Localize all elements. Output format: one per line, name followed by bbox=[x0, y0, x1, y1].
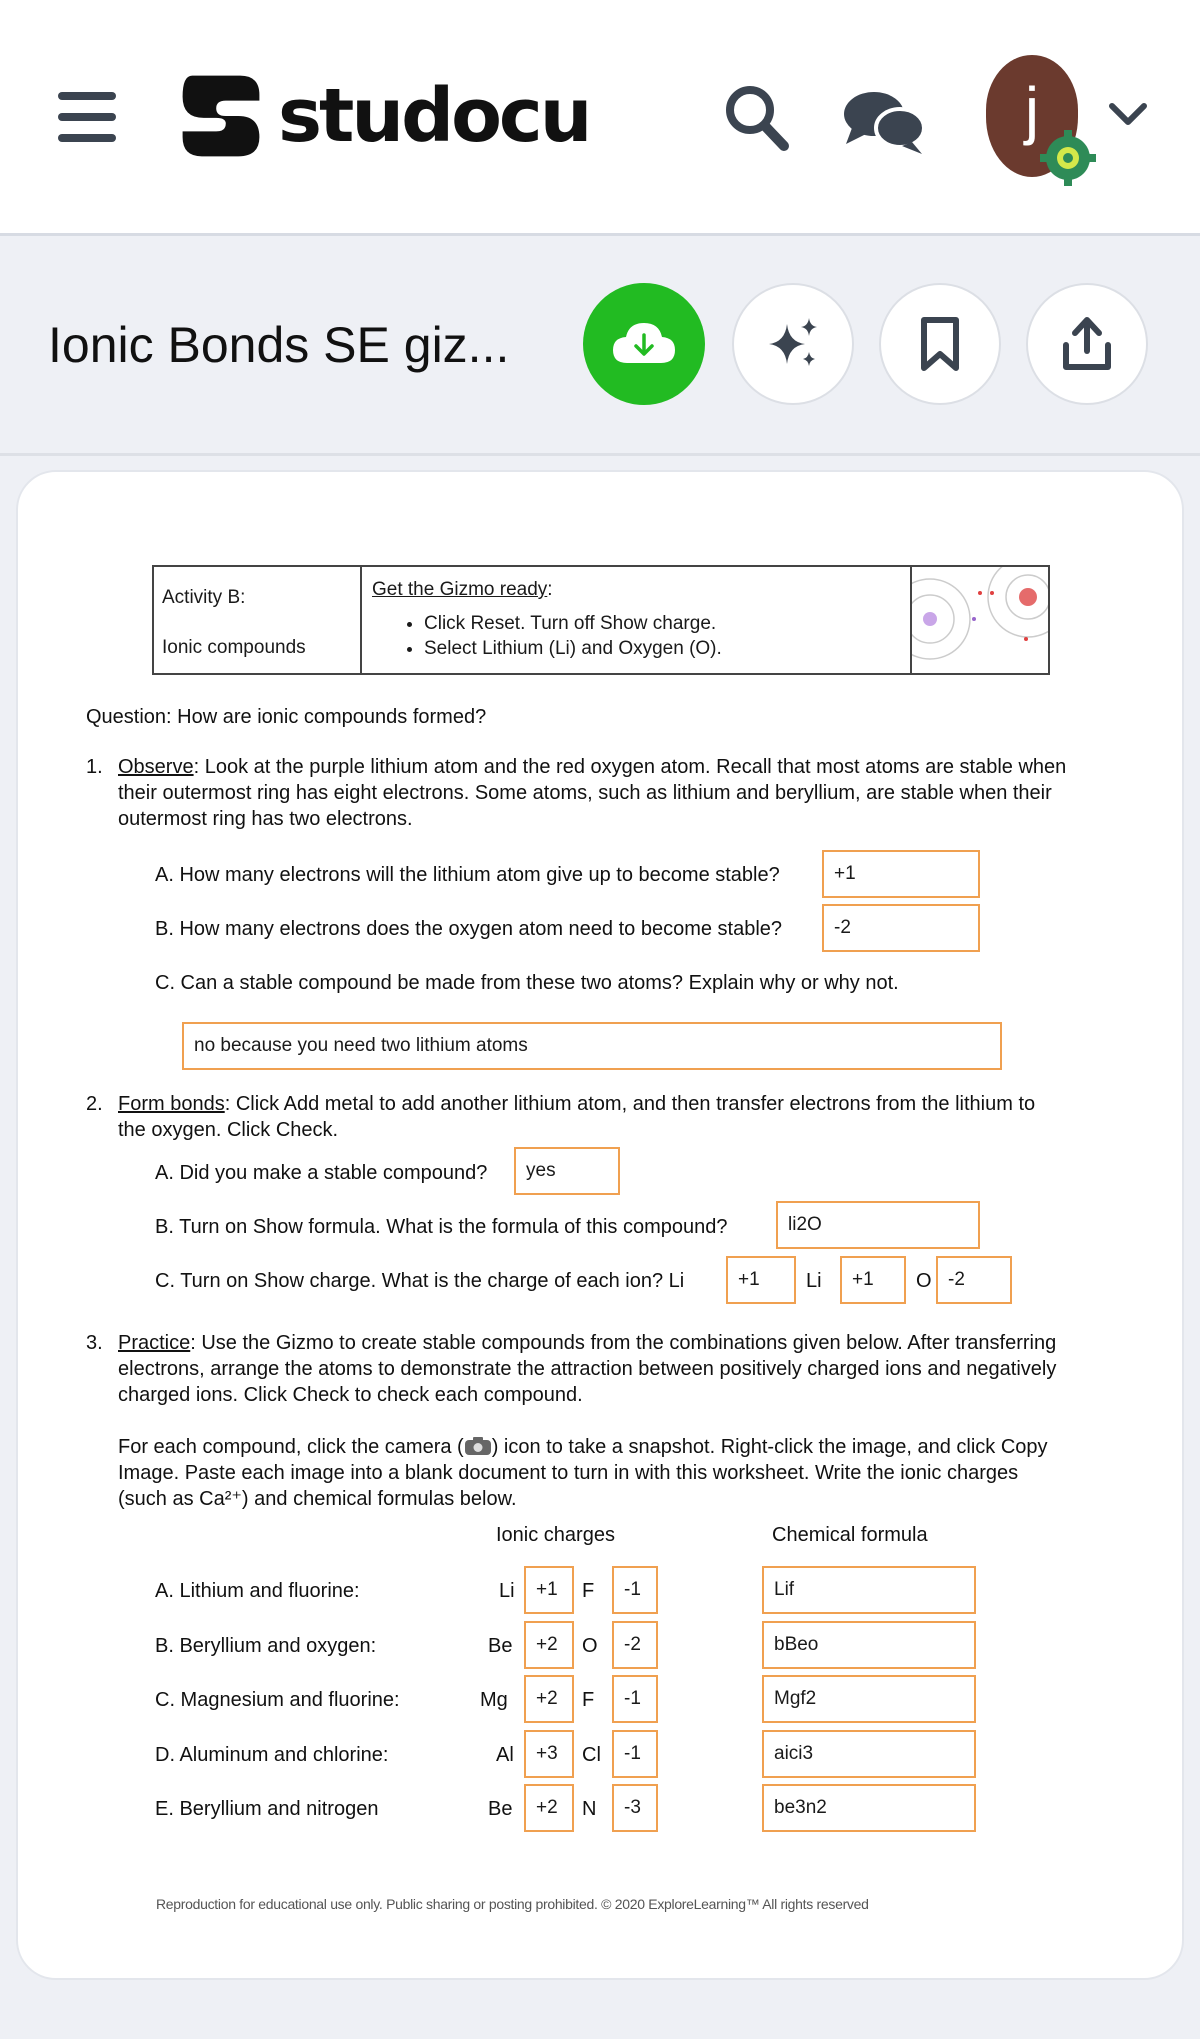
q2-line2: the oxygen. Click Check. bbox=[118, 1119, 339, 1141]
q1c-question: C. Can a stable compound be made from these two atoms? Explain why or why not. bbox=[155, 972, 899, 994]
row-label: A. Lithium and fluorine: bbox=[155, 1580, 360, 1602]
row-charge1-field[interactable]: +1 bbox=[524, 1566, 574, 1614]
q2c-question: C. Turn on Show charge. What is the charge of each ion? Li bbox=[155, 1270, 685, 1292]
row-element1: Al bbox=[496, 1744, 514, 1766]
q3-para2-line3: (such as Ca²⁺) and chemical formulas below. bbox=[118, 1488, 517, 1510]
row-formula-field[interactable]: Lif bbox=[762, 1566, 976, 1614]
activity-table bbox=[152, 565, 1050, 675]
row-charge2-field[interactable]: -3 bbox=[612, 1784, 658, 1832]
q3-line1-text: : Use the Gizmo to create stable compounds from the combinations given below. After transferring bbox=[190, 1332, 1057, 1354]
q2-line1 bbox=[118, 1091, 1035, 1117]
bookmark-icon bbox=[918, 316, 962, 372]
q2-keyword: Form bonds bbox=[118, 1093, 225, 1115]
chat-icon[interactable] bbox=[842, 88, 926, 156]
q2b-answer-field[interactable]: li2O bbox=[776, 1201, 980, 1249]
col-header-ionic-charges: Ionic charges bbox=[496, 1524, 615, 1546]
q3-para2-line1a: For each compound, click the camera ( bbox=[118, 1436, 464, 1458]
row-charge2-field[interactable]: -1 bbox=[612, 1566, 658, 1614]
gear-badge-icon bbox=[1040, 130, 1096, 186]
row-element1: Be bbox=[488, 1798, 513, 1820]
share-button[interactable] bbox=[1026, 283, 1148, 405]
row-charge2-field[interactable]: -2 bbox=[612, 1621, 658, 1669]
q2-line1-text: : Click Add metal to add another lithium atom, and then transfer electrons from the lithium to bbox=[224, 1093, 1036, 1115]
row-charge1-field[interactable]: +2 bbox=[524, 1784, 574, 1832]
activity-label bbox=[154, 567, 362, 673]
q2-number: 2. bbox=[86, 1093, 103, 1115]
q1b-question: B. How many electrons does the oxygen atom need to become stable? bbox=[155, 918, 783, 940]
q2a-answer-field[interactable]: yes bbox=[514, 1147, 620, 1195]
q3-para2-line1 bbox=[118, 1434, 1048, 1460]
download-button[interactable] bbox=[583, 283, 705, 405]
q2c-o-label: O bbox=[916, 1270, 932, 1292]
studocu-logo-mark-icon bbox=[172, 68, 270, 164]
row-formula-field[interactable]: Mgf2 bbox=[762, 1675, 976, 1723]
ai-sparkle-button[interactable] bbox=[732, 283, 854, 405]
activity-step: • Click Reset. Turn off Show charge. bbox=[424, 611, 900, 636]
logo-text: studocu bbox=[278, 73, 590, 159]
row-formula-field[interactable]: be3n2 bbox=[762, 1784, 976, 1832]
q3-para2-line2: Image. Paste each image into a blank document to turn in with this worksheet. Write the ionic charges bbox=[118, 1462, 1019, 1484]
row-label: D. Aluminum and chlorine: bbox=[155, 1744, 389, 1766]
row-charge1-field[interactable]: +2 bbox=[524, 1675, 574, 1723]
camera-icon bbox=[464, 1436, 492, 1456]
bookmark-button[interactable] bbox=[879, 283, 1001, 405]
menu-icon[interactable] bbox=[58, 92, 116, 142]
q3-line2: electrons, arrange the atoms to demonstrate the attraction between positively charged ions and negatively bbox=[118, 1358, 1057, 1380]
q1a-answer-field[interactable]: +1 bbox=[822, 850, 980, 898]
row-element2: O bbox=[582, 1635, 598, 1657]
atom-diagram-icon bbox=[912, 567, 1048, 673]
activity-heading-colon: : bbox=[547, 579, 553, 600]
row-charge1-field[interactable]: +2 bbox=[524, 1621, 574, 1669]
row-label: B. Beryllium and oxygen: bbox=[155, 1635, 377, 1657]
row-formula-field[interactable]: bBeo bbox=[762, 1621, 976, 1669]
activity-step: • Select Lithium (Li) and Oxygen (O). bbox=[424, 636, 900, 661]
q1-line3: outermost ring has two electrons. bbox=[118, 808, 413, 830]
top-bar bbox=[0, 0, 1200, 236]
q1-line1-text: : Look at the purple lithium atom and the red oxygen atom. Recall that most atoms are stable when bbox=[193, 756, 1067, 778]
row-label: E. Beryllium and nitrogen bbox=[155, 1798, 379, 1820]
activity-heading: Get the Gizmo ready bbox=[372, 579, 548, 600]
q2b-question: B. Turn on Show formula. What is the formula of this compound? bbox=[155, 1216, 728, 1238]
row-label: C. Magnesium and fluorine: bbox=[155, 1689, 400, 1711]
row-element2: F bbox=[582, 1689, 595, 1711]
q1-line1 bbox=[118, 754, 1066, 780]
q3-keyword: Practice bbox=[118, 1332, 191, 1354]
gizmo-thumbnail bbox=[912, 567, 1048, 673]
activity-label-line1: Activity B: bbox=[162, 587, 246, 608]
row-element1: Li bbox=[499, 1580, 515, 1602]
col-header-chemical-formula: Chemical formula bbox=[772, 1524, 928, 1546]
row-element1: Be bbox=[488, 1635, 513, 1657]
activity-label-line2: Ionic compounds bbox=[162, 637, 306, 658]
search-icon[interactable] bbox=[722, 82, 792, 154]
sparkle-icon bbox=[765, 316, 821, 372]
q3-line1 bbox=[118, 1330, 1056, 1356]
document-footer: Reproduction for educational use only. Public sharing or posting prohibited. © 2020 ExploreLearning™ All rights reserved bbox=[156, 1896, 869, 1912]
row-element2: Cl bbox=[582, 1744, 601, 1766]
chevron-down-icon[interactable] bbox=[1108, 100, 1148, 130]
row-element2: F bbox=[582, 1580, 595, 1602]
document-title: Ionic Bonds SE giz... bbox=[48, 317, 510, 373]
row-charge1-field[interactable]: +3 bbox=[524, 1730, 574, 1778]
row-formula-field[interactable]: aici3 bbox=[762, 1730, 976, 1778]
q3-number: 3. bbox=[86, 1332, 103, 1354]
q1-number: 1. bbox=[86, 756, 103, 778]
cloud-download-icon bbox=[611, 319, 677, 369]
q3-para2-line1b: ) icon to take a snapshot. Right-click the image, and click Copy bbox=[491, 1436, 1048, 1458]
avatar-initial: j bbox=[1024, 74, 1040, 146]
row-charge2-field[interactable]: -1 bbox=[612, 1675, 658, 1723]
q3-line3: charged ions. Click Check to check each compound. bbox=[118, 1384, 583, 1406]
row-element2: N bbox=[582, 1798, 597, 1820]
q1b-answer-field[interactable]: -2 bbox=[822, 904, 980, 952]
q1-line2: their outermost ring has eight electrons. Some atoms, such as lithium and beryllium, are stable when their bbox=[118, 782, 1052, 804]
activity-instructions bbox=[362, 567, 912, 673]
q2c-li2-label: Li bbox=[806, 1270, 822, 1292]
q2a-question: A. Did you make a stable compound? bbox=[155, 1162, 488, 1184]
share-icon bbox=[1061, 315, 1113, 373]
question-heading: Question: How are ionic compounds formed? bbox=[86, 706, 487, 728]
q1a-question: A. How many electrons will the lithium atom give up to become stable? bbox=[155, 864, 780, 886]
studocu-logo[interactable] bbox=[172, 68, 589, 164]
q1c-answer-field[interactable]: no because you need two lithium atoms bbox=[182, 1022, 1002, 1070]
q2c-li2-charge-field[interactable]: +1 bbox=[840, 1256, 906, 1304]
q2c-o-charge-field[interactable]: -2 bbox=[936, 1256, 1012, 1304]
q2c-li-charge-field[interactable]: +1 bbox=[726, 1256, 796, 1304]
row-charge2-field[interactable]: -1 bbox=[612, 1730, 658, 1778]
row-element1: Mg bbox=[480, 1689, 508, 1711]
q1-keyword: Observe bbox=[118, 756, 194, 778]
